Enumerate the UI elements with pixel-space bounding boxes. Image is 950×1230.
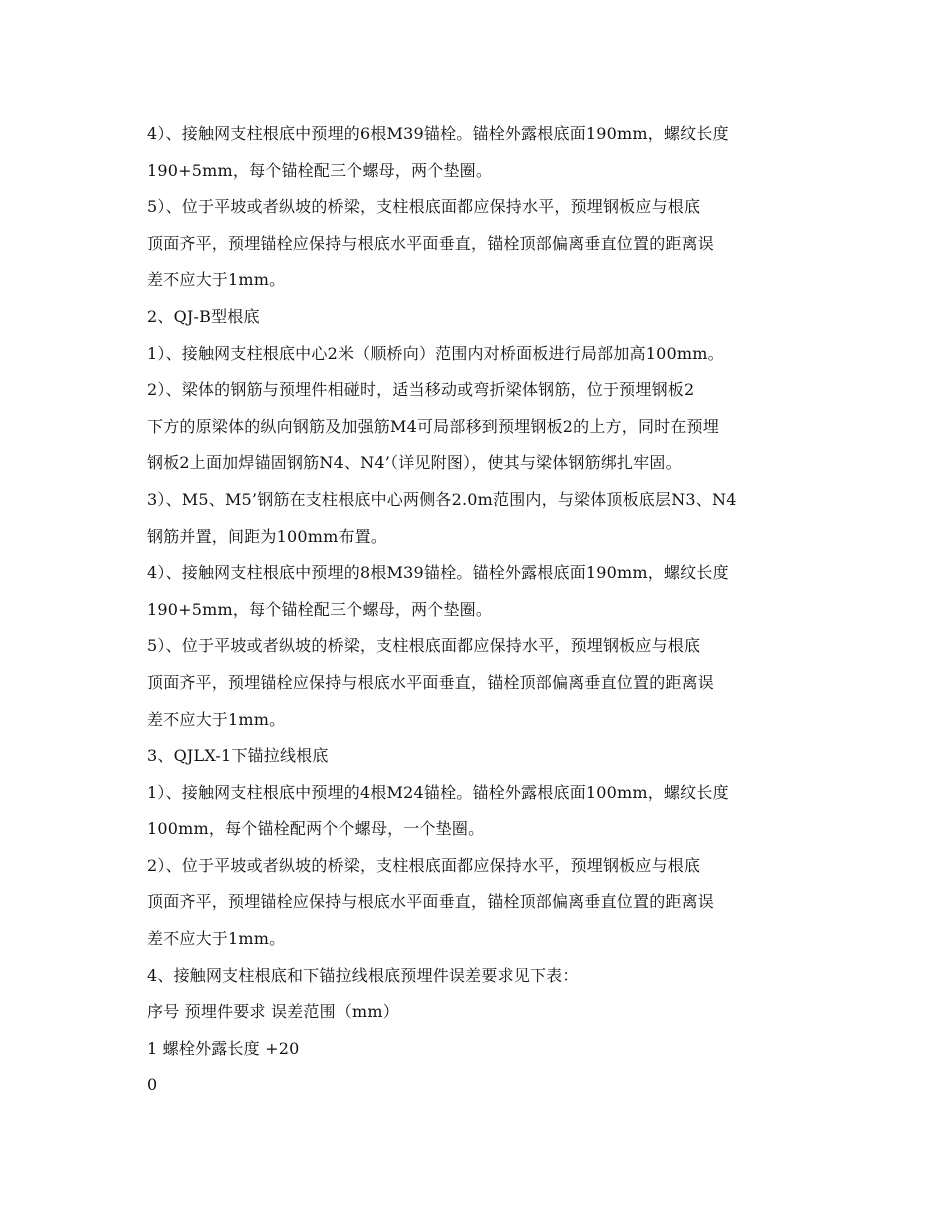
table-row: 0	[147, 1075, 158, 1095]
paragraph-line: 差不应大于1mm。	[147, 929, 286, 949]
section-heading: 2、QJ-B型根底	[147, 306, 260, 326]
paragraph-line: 190+5mm，每个锚栓配三个螺母，两个垫圈。	[147, 599, 493, 619]
paragraph-line: 1）、接触网支柱根底中心2米（顺桥向）范围内对桥面板进行局部加高100mm。	[147, 343, 724, 363]
paragraph-line: 190+5mm，每个锚栓配三个螺母，两个垫圈。	[147, 160, 493, 180]
paragraph-line: 2）、梁体的钢筋与预埋件相碰时，适当移动或弯折梁体钢筋，位于预埋钢板2	[147, 380, 695, 400]
paragraph-line: 差不应大于1mm。	[147, 709, 286, 729]
table-row: 1 螺栓外露长度 +20	[147, 1038, 300, 1058]
paragraph-line: 4）、接触网支柱根底中预埋的6根M39锚栓。锚栓外露根底面190mm，螺纹长度	[147, 124, 729, 143]
section-heading: 3、QJLX-1下锚拉线根底	[147, 746, 329, 766]
paragraph-line: 钢板2上面加焊锚固钢筋N4、N4’（详见附图），使其与梁体钢筋绑扎牢固。	[147, 453, 682, 473]
section-heading: 4、接触网支柱根底和下锚拉线根底预埋件误差要求见下表：	[147, 965, 579, 985]
paragraph-line: 顶面齐平，预埋锚栓应保持与根底水平面垂直，锚栓顶部偏离垂直位置的距离误	[147, 672, 715, 692]
paragraph-line: 100mm，每个锚栓配两个个螺母，一个垫圈。	[147, 819, 485, 839]
paragraph-line: 2）、位于平坡或者纵坡的桥梁，支柱根底面都应保持水平，预埋钢板应与根底	[147, 855, 701, 875]
paragraph-line: 5）、位于平坡或者纵坡的桥梁，支柱根底面都应保持水平，预埋钢板应与根底	[147, 636, 701, 656]
paragraph-line: 顶面齐平，预埋锚栓应保持与根底水平面垂直，锚栓顶部偏离垂直位置的距离误	[147, 233, 715, 253]
paragraph-line: 下方的原梁体的纵向钢筋及加强筋M4可局部移到预埋钢板2的上方，同时在预埋	[147, 416, 719, 436]
paragraph-line: 顶面齐平，预埋锚栓应保持与根底水平面垂直，锚栓顶部偏离垂直位置的距离误	[147, 892, 715, 912]
table-header-row: 序号 预埋件要求 误差范围（mm）	[147, 1002, 399, 1022]
paragraph-line: 3）、M5、M5’钢筋在支柱根底中心两侧各2.0m范围内，与梁体顶板底层N3、N4	[147, 489, 737, 509]
paragraph-line: 4）、接触网支柱根底中预埋的8根M39锚栓。锚栓外露根底面190mm，螺纹长度	[147, 563, 729, 583]
paragraph-line: 5）、位于平坡或者纵坡的桥梁，支柱根底面都应保持水平，预埋钢板应与根底	[147, 197, 701, 217]
paragraph-line: 差不应大于1mm。	[147, 270, 286, 290]
paragraph-line: 钢筋并置，间距为100mm布置。	[147, 526, 388, 546]
document-body	[147, 116, 812, 1104]
paragraph-line: 1）、接触网支柱根底中预埋的4根M24锚栓。锚栓外露根底面100mm，螺纹长度	[147, 782, 729, 802]
